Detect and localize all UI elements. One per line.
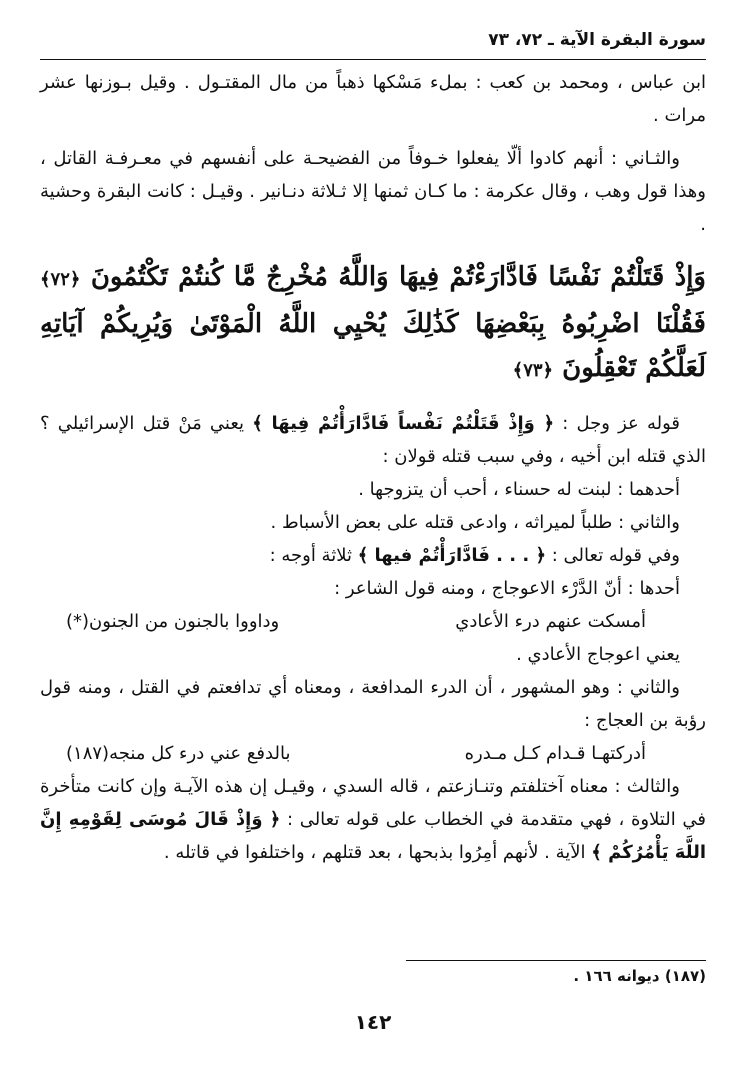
page-content [40, 66, 706, 869]
poem-2-first-hemistich: أدركتهـا قـدام كـل مـدره [464, 743, 646, 764]
quran-quote-3: ﴿ وَإِذْ قَالَ مُوسَى لِقَوْمِهِ إِنَّ اللَّهَ يَأْمُرُكُمْ ﴾ [40, 809, 706, 863]
poem-2-second-hemistich: بالدفع عني درء كل منجه(١٨٧) [66, 743, 291, 764]
poem-line-2 [40, 737, 706, 770]
quran-quote-1: ﴿ وَإِذْ قَتَلْتُمْ نَفْساً فَادَّارَأْتُمْ فِيهَا ﴾ [252, 413, 555, 434]
paragraph-10-rest: الآية . لأنهم أمِرُوا بذبحها ، بعد قتلهم ، واختلفوا في قاتله . [163, 842, 592, 863]
footnote: (١٨٧) ديوانه ١٦٦ . [573, 967, 706, 985]
poem-1-first-hemistich: أمسكت عنهم درء الأعادي [455, 611, 646, 632]
quran-quote-2: ﴿ . . . فَادَّارَأْتُمْ فيها ﴾ [357, 545, 547, 566]
verse-73: فَقُلْنَا اضْرِبُوهُ بِبَعْضِهَا كَذَٰلِكَ يُحْيِي اللَّهُ الْمَوْتَىٰ وَيُرِيكُمْ آيَاتِهِ لَعَلَّكُمْ تَعْقِلُونَ [40, 309, 706, 383]
paragraph-8: يعني اعوجاج الأعادي . [516, 644, 680, 665]
paragraph-10-lead: والثالث : معناه آختلفتم وتنـازعتم ، قاله السدي ، وقيـل إن هذه الآيـة وإن كانت متأخرة في التلاوة ، فهي متقدمة في الخطاب على قوله تعالى : [40, 776, 706, 830]
verse-73-number: ﴿٧٣﴾ [512, 360, 554, 381]
paragraph-9: والثاني : وهو المشهور ، أن الدرء المدافعة ، ومعناه أي تدافعتم في القتل ، ومنه قول رؤبة بن العجاج : [40, 677, 706, 731]
paragraph-3 [40, 407, 706, 473]
paragraph-10 [40, 770, 706, 869]
poem-1-second-hemistich: وداووا بالجنون من الجنون(*) [66, 611, 280, 632]
paragraph-7: أحدها : أنّ الدَّرْء الاعوجاج ، ومنه قول الشاعر : [334, 578, 680, 599]
page-header-title: سورة البقرة الآية ـ ٧٢، ٧٣ [488, 30, 706, 50]
paragraph-5: والثاني : طلباً لميراثه ، وادعى قتله على بعض الأسباط . [270, 512, 680, 533]
paragraph-6-lead: وفي قوله تعالى : [546, 545, 680, 566]
paragraph-1: ابن عباس ، ومحمد بن كعب : بملء مَسْكها ذهباً من مال المقتـول . وقيل بـوزنها عشر مرات . [40, 72, 706, 126]
verse-72-number: ﴿٧٢﴾ [40, 269, 81, 290]
paragraph-6-rest: ثلاثة أوجه : [269, 545, 358, 566]
verse-72: وَإِذْ قَتَلْتُمْ نَفْسًا فَادَّارَءْتُمْ فِيهَا وَاللَّهُ مُخْرِجٌ مَّا كُنتُمْ تَكْتُمُونَ [90, 262, 706, 292]
header-rule [40, 59, 706, 60]
paragraph-3-lead: قوله عز وجل : [554, 413, 680, 434]
paragraph-4: أحدهما : لبنت له حسناء ، أحب أن يتزوجها . [358, 479, 680, 500]
paragraph-3-rest: يعني مَنْ قتل الإسرائيلي ؟ الذي قتله ابن أخيه ، وفي سبب قتله قولان : [40, 413, 706, 467]
footnote-rule [406, 960, 706, 961]
poem-line-1 [40, 605, 706, 638]
verse-block [40, 255, 706, 393]
page-number: ١٤٢ [354, 1010, 392, 1034]
paragraph-2: والثـاني : أنهم كادوا ألّا يفعلوا خـوفاً من الفضيحـة على أنفسهم في معـرفـة القاتل ، وهذا قول وهب ، وقال عكرمة : ما كـان ثمنها إلا ثـلاثة دنـانير . وقيـل : كانت البقرة وحشية . [40, 148, 706, 235]
paragraph-6 [40, 539, 706, 572]
